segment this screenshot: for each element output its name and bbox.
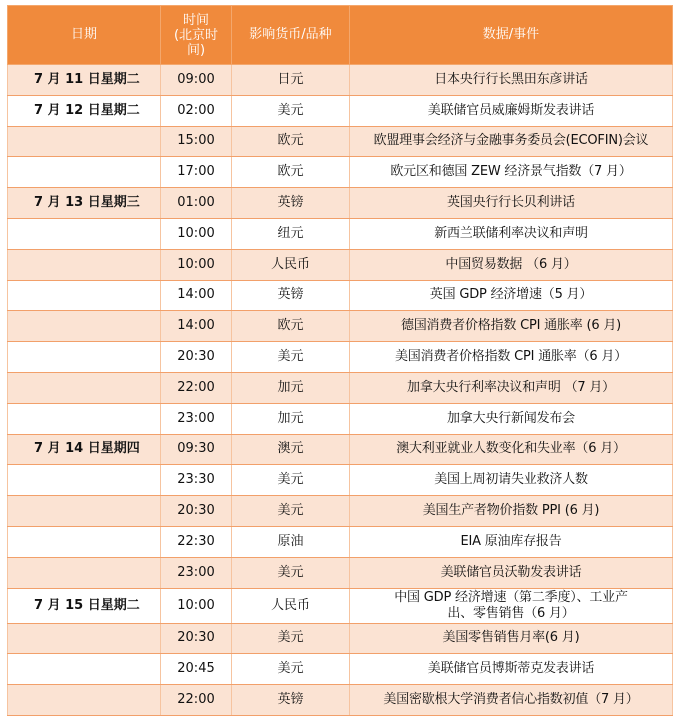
row-currency: 加元 [232,372,350,403]
row-event: 日本央行行长黑田东彦讲话 [350,65,673,96]
row-event: 欧盟理事会经济与金融事务委员会(ECOFIN)会议 [350,126,673,157]
table-row [8,249,673,280]
row-date: 7 月 11 日星期二 [8,65,161,96]
table-row [8,188,673,219]
row-time: 20:30 [161,623,232,654]
row-event: 加拿大央行利率决议和声明 （7 月） [350,372,673,403]
row-event: 德国消费者价格指数 CPI 通胀率 (6 月) [350,311,673,342]
header-time [161,6,232,65]
row-time: 20:30 [161,496,232,527]
row-date [8,557,161,588]
table-header-row [8,6,673,65]
header-time-line3: 间) [186,42,206,58]
header-time-line2: (北京时 [173,27,219,43]
row-date: 7 月 15 日星期二 [8,588,161,623]
row-event: 美联储官员博斯蒂克发表讲话 [350,654,673,685]
row-currency: 美元 [232,342,350,373]
table-row [8,654,673,685]
table-row [8,95,673,126]
row-event: 美国上周初请失业救济人数 [350,465,673,496]
row-date [8,372,161,403]
row-time: 20:30 [161,342,232,373]
table-row [8,465,673,496]
table-row [8,403,673,434]
table-row [8,65,673,96]
row-currency: 原油 [232,526,350,557]
row-currency: 欧元 [232,311,350,342]
row-event: 澳大利亚就业人数变化和失业率（6 月） [350,434,673,465]
table-row [8,588,673,623]
row-currency: 欧元 [232,157,350,188]
table-row [8,311,673,342]
table-row [8,496,673,527]
row-date [8,311,161,342]
row-event: EIA 原油库存报告 [350,526,673,557]
row-event-line2: 出、零售销售（6 月） [447,605,575,621]
table-row [8,372,673,403]
row-time: 15:00 [161,126,232,157]
row-date [8,342,161,373]
row-time: 22:00 [161,372,232,403]
row-time: 23:00 [161,557,232,588]
row-time: 01:00 [161,188,232,219]
row-time: 17:00 [161,157,232,188]
row-currency: 人民币 [232,249,350,280]
row-time: 23:00 [161,403,232,434]
row-currency: 澳元 [232,434,350,465]
row-currency: 美元 [232,557,350,588]
row-date [8,403,161,434]
row-currency: 欧元 [232,126,350,157]
header-date: 日期 [8,6,161,65]
row-currency: 英镑 [232,280,350,311]
row-event: 英国 GDP 经济增速（5 月） [350,280,673,311]
row-time: 23:30 [161,465,232,496]
row-date: 7 月 14 日星期四 [8,434,161,465]
row-currency: 英镑 [232,188,350,219]
row-event: 中国贸易数据 （6 月） [350,249,673,280]
table-row [8,623,673,654]
row-date [8,654,161,685]
row-date [8,496,161,527]
header-time-line1: 时间 [182,12,209,28]
table-row [8,557,673,588]
calendar-table-container [7,5,672,716]
row-date [8,623,161,654]
row-time: 09:00 [161,65,232,96]
row-date [8,218,161,249]
economic-calendar-table [7,5,673,716]
row-time: 10:00 [161,249,232,280]
header-currency: 影响货币/品种 [232,6,350,65]
row-event: 美国消费者价格指数 CPI 通胀率（6 月） [350,342,673,373]
row-currency: 美元 [232,654,350,685]
row-date: 7 月 13 日星期三 [8,188,161,219]
row-date [8,280,161,311]
table-row [8,157,673,188]
row-event: 美国密歇根大学消费者信心指数初值（7 月） [350,685,673,716]
row-date [8,249,161,280]
row-time: 10:00 [161,218,232,249]
row-date [8,526,161,557]
row-event [350,588,673,623]
table-row [8,126,673,157]
row-time: 14:00 [161,311,232,342]
row-time: 02:00 [161,95,232,126]
row-event: 加拿大央行新闻发布会 [350,403,673,434]
row-time: 10:00 [161,588,232,623]
row-currency: 日元 [232,65,350,96]
table-row [8,342,673,373]
row-time: 22:30 [161,526,232,557]
row-date [8,157,161,188]
row-currency: 英镑 [232,685,350,716]
row-event: 新西兰联储利率决议和声明 [350,218,673,249]
row-event: 美国零售销售月率(6 月) [350,623,673,654]
table-row [8,280,673,311]
row-event: 美联储官员威廉姆斯发表讲话 [350,95,673,126]
row-date [8,465,161,496]
row-event: 英国央行行长贝利讲话 [350,188,673,219]
row-time: 20:45 [161,654,232,685]
row-event: 美联储官员沃勒发表讲话 [350,557,673,588]
row-currency: 美元 [232,465,350,496]
row-event-line1: 中国 GDP 经济增速（第二季度）、工业产 [394,589,628,605]
table-row [8,685,673,716]
row-currency: 纽元 [232,218,350,249]
row-currency: 人民币 [232,588,350,623]
row-event: 欧元区和德国 ZEW 经济景气指数（7 月） [350,157,673,188]
row-currency: 加元 [232,403,350,434]
row-date [8,685,161,716]
row-time: 14:00 [161,280,232,311]
table-row [8,218,673,249]
row-date: 7 月 12 日星期二 [8,95,161,126]
table-row [8,526,673,557]
row-currency: 美元 [232,496,350,527]
row-currency: 美元 [232,95,350,126]
row-event: 美国生产者物价指数 PPI (6 月) [350,496,673,527]
row-time: 22:00 [161,685,232,716]
header-event: 数据/事件 [350,6,673,65]
row-date [8,126,161,157]
table-row [8,434,673,465]
row-currency: 美元 [232,623,350,654]
row-time: 09:30 [161,434,232,465]
